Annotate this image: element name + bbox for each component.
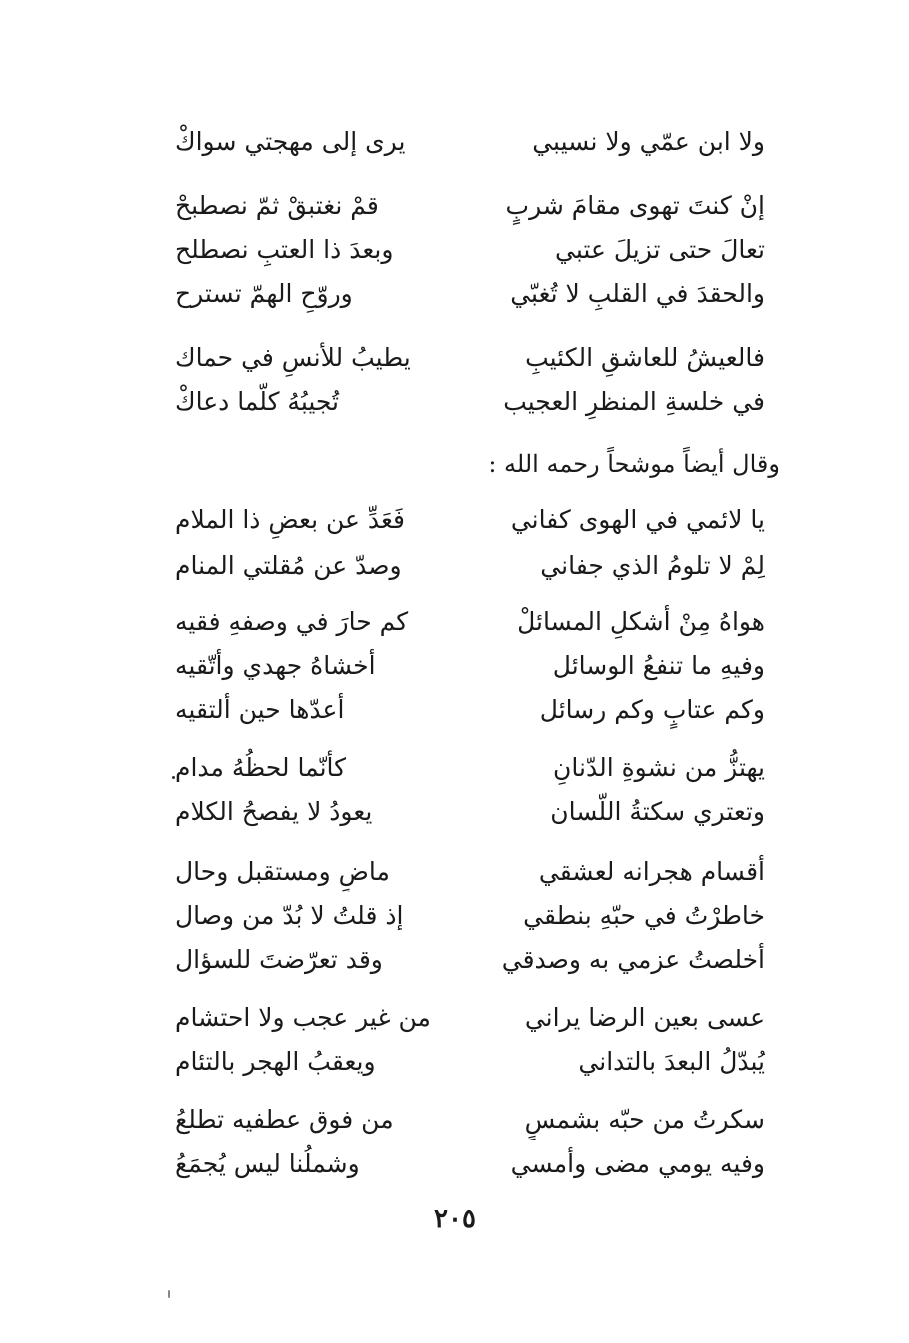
- prose-intro: وقال أيضاً موشحاً رحمه الله :: [488, 450, 780, 478]
- verse-hemistich-first: سكرتُ من حبّه بشمسٍ: [524, 1105, 765, 1134]
- verse-hemistich-second: أخشاهُ جهدي وأتّقيه: [175, 651, 376, 680]
- verse-line: [175, 186, 765, 226]
- verse-hemistich-first: وفيه يومي مضى وأمسي: [510, 1149, 765, 1178]
- verse-hemistich-first: وكم عتابٍ وكم رسائل: [539, 695, 765, 724]
- verse-line: [175, 1144, 765, 1184]
- verse-hemistich-second: قمْ نغتبقْ ثمّ نصطبحْ: [175, 191, 379, 220]
- verse-hemistich-first: أقسام هجرانه لعشقي: [538, 857, 765, 886]
- verse-hemistich-second: من فوق عطفيه تطلعُ: [175, 1105, 394, 1134]
- verse-line: [175, 940, 765, 980]
- verse-line: [175, 122, 765, 162]
- scan-speck: [168, 1290, 170, 1298]
- verse-hemistich-second: وصدّ عن مُقلتي المنام: [175, 551, 402, 580]
- verse-hemistich-second: أعدّها حين ألتقيه: [175, 695, 345, 724]
- verse-line: [175, 1100, 765, 1140]
- verse-hemistich-first: أخلصتُ عزمي به وصدقي: [501, 945, 765, 974]
- page-number: ٢٠٥: [434, 1204, 476, 1234]
- verse-line: [175, 230, 765, 270]
- verse-hemistich-first: ولا ابن عمّي ولا نسيبي: [532, 127, 765, 156]
- verse-line: [175, 646, 765, 686]
- verse-hemistich-first: يا لائمي في الهوى كفاني: [510, 505, 765, 534]
- verse-hemistich-first: والحقدَ في القلبِ لا تُغبّي: [510, 279, 765, 308]
- verse-hemistich-first: لِمْ لا تلومُ الذي جفاني: [540, 551, 765, 580]
- verse-hemistich-first: خاطرْتُ في حبّهِ بنطقي: [523, 901, 765, 930]
- verse-line: [175, 748, 765, 788]
- verse-hemistich-second: ماضٍ ومستقبل وحال: [175, 857, 390, 886]
- verse-line: [175, 546, 765, 586]
- verse-line: [175, 1042, 765, 1082]
- verse-line: [175, 690, 765, 730]
- verse-line: [175, 500, 765, 540]
- verse-hemistich-second: يرى إلى مهجتي سواكْ: [175, 127, 406, 156]
- verse-hemistich-second: وقد تعرّضتَ للسؤال: [175, 945, 383, 974]
- verse-hemistich-second: كأنّما لحظُهُ مدام: [175, 753, 347, 782]
- scan-speck: [172, 776, 175, 779]
- verse-hemistich-second: وبعدَ ذا العتبِ نصطلح: [175, 235, 394, 264]
- verse-hemistich-first: فالعيشُ للعاشقِ الكئيبِ: [525, 343, 765, 372]
- verse-hemistich-second: من غير عجب ولا احتشام: [175, 1003, 431, 1032]
- verse-hemistich-first: هواهُ مِنْ أشكلِ المسائلْ: [517, 607, 765, 636]
- verse-hemistich-second: إذ قلتُ لا بُدّ من وصال: [175, 901, 404, 930]
- verse-hemistich-first: في خلسةِ المنظرِ العجيب: [503, 387, 765, 416]
- verse-line: [175, 338, 765, 378]
- verse-hemistich-first: إنْ كنتَ تهوى مقامَ شربٍ: [505, 191, 765, 220]
- verse-line: [175, 998, 765, 1038]
- verse-hemistich-second: كم حارَ في وصفهِ فقيه: [175, 607, 409, 636]
- verse-hemistich-second: وشملُنا ليس يُجمَعُ: [175, 1149, 360, 1178]
- verse-hemistich-second: يعودُ لا يفصحُ الكلام: [175, 797, 373, 826]
- verse-hemistich-first: يهتزُّ من نشوةِ الدّنانِ: [553, 753, 765, 782]
- verse-hemistich-second: ويعقبُ الهجر بالتئام: [175, 1047, 376, 1076]
- verse-hemistich-first: وتعتري سكتةُ اللّسان: [550, 797, 765, 826]
- verse-hemistich-second: وروّحِ الهمّ تسترح: [175, 279, 353, 308]
- verse-line: [175, 274, 765, 314]
- verse-hemistich-second: فَعَدِّ عن بعضِ ذا الملام: [175, 505, 406, 534]
- verse-hemistich-first: عسى بعين الرضا يراني: [524, 1003, 765, 1032]
- verse-line: [175, 896, 765, 936]
- verse-hemistich-second: يطيبُ للأنسِ في حماك: [175, 343, 411, 372]
- verse-hemistich-first: وفيهِ ما تنفعُ الوسائل: [552, 651, 765, 680]
- verse-hemistich-first: تعالَ حتى تزيلَ عتبي: [555, 235, 765, 264]
- verse-line: [175, 792, 765, 832]
- verse-hemistich-first: يُبدّلُ البعدَ بالتداني: [578, 1047, 765, 1076]
- verse-hemistich-second: تُجيبُهُ كلّما دعاكْ: [175, 387, 340, 416]
- verse-line: [175, 382, 765, 422]
- verse-line: [175, 852, 765, 892]
- verse-line: [175, 602, 765, 642]
